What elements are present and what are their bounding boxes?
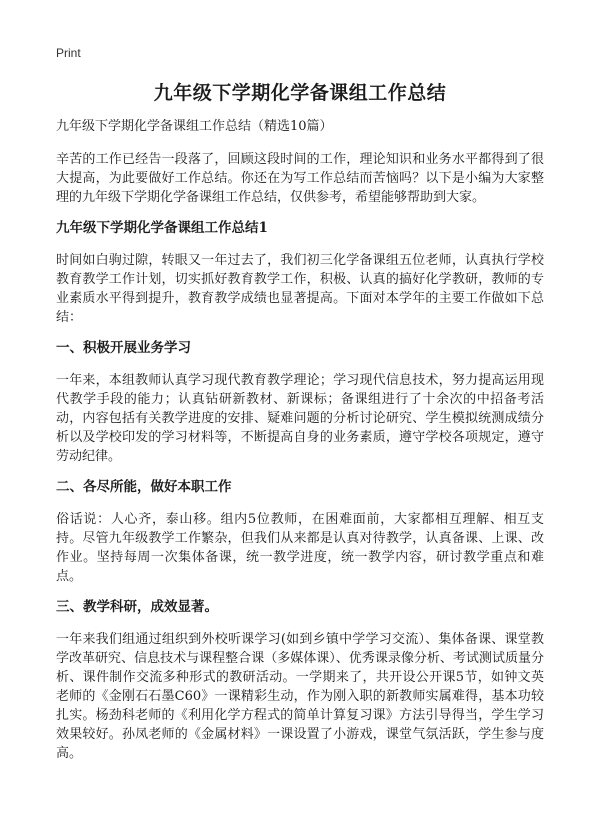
paragraph-research: 一年来我们组通过组织到外校听课学习(如到乡镇中学学习交流）、集体备课、课堂教学改革研究、信息技术与课程整合课（多媒体课）、优秀课录像分析、考试测试质量分析、课件制作交流多种形式的教研活动。一学期来了，共开设公开课5节，如钟文英老师的《金刚石石墨C60》一课精彩生动，作为刚入职的新教师实属难得，基本功较扎实。杨劲科老师的《利用化学方程式的简单计算复习课》方法引导得当，学生学习效果较好。孙凤老师的《金属材料》一课设置了小游戏，课堂气氛活跃，学生参与度高。 [56, 632, 544, 761]
paragraph-business-study: 一年来，本组教师认真学习现代教育教学理论；学习现代信息技术，努力提高运用现代教学手段的能力；认真钻研新教材、新课标；备课组进行了十余次的中招备考活动，内容包括有关教学进度的安排、疑难问题的分析讨论研究、学生模拟统测成绩分析以及学校印发的学习材料等，不断提高自身的业务素质，遵守学校各项规定，遵守劳动纪律。 [56, 373, 544, 464]
heading-business-study: 一、积极开展业务学习 [56, 340, 191, 356]
paragraph-duties: 俗话说：人心齐，泰山移。组内5位教师，在困难面前，大家都相互理解、相互支持。尽管九年级教学工作繁杂，但我们从来都是认真对待教学，认真备课、上课、改作业。坚持每周一次集体备课，统一教学进度，统一教学内容，研讨教学重点和难点。 [56, 512, 544, 584]
print-link[interactable]: Print [56, 46, 81, 60]
document-subtitle: 九年级下学期化学备课组工作总结（精选10篇） [56, 119, 333, 134]
heading-duties: 二、各尽所能，做好本职工作 [56, 479, 232, 495]
heading-research: 三、教学科研，成效显著。 [56, 599, 218, 615]
page-title: 九年级下学期化学备课组工作总结 [153, 82, 447, 104]
section-intro-paragraph: 时间如白驹过隙，转眼又一年过去了，我们初三化学备课组五位老师，认真执行学校教育教学工作计划，切实抓好教育教学工作，积极、认真的搞好化学教研，教师的专业素质水平得到提升，教育教学成绩也显著提高。下面对本学年的主要工作做如下总结： [56, 253, 544, 325]
section-title: 九年级下学期化学备课组工作总结1 [56, 220, 268, 236]
document-body [56, 118, 544, 775]
intro-paragraph: 辛苦的工作已经告一段落了，回顾这段时间的工作，理论知识和业务水平都得到了很大提高，为此要做好工作总结。你还在为写工作总结而苦恼吗？以下是小编为大家整理的九年级下学期化学备课组工作总结，仅供参考，希望能够帮助到大家。 [56, 152, 544, 205]
